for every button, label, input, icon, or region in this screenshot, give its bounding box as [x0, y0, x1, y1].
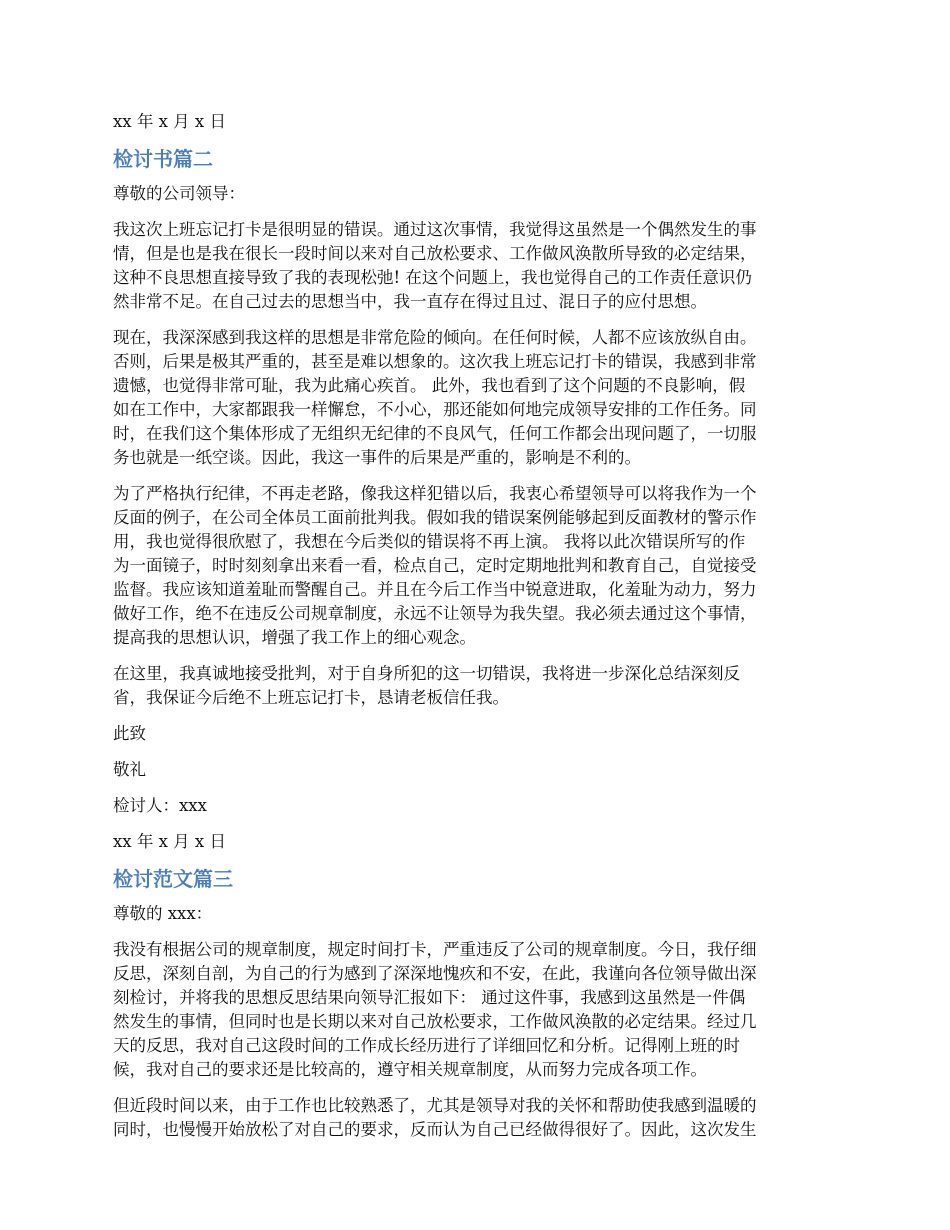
paragraph-line: 为了严格执行纪律，不再走老路，像我这样犯错以后，我衷心希望领导可以将我作为一个 [113, 484, 757, 503]
paragraph [113, 938, 840, 1082]
paragraph-line: 反面的例子，在公司全体员工面前批判我。假如我的错误案例能够起到反面教材的警示作 [113, 508, 757, 527]
paragraph [113, 662, 840, 710]
paragraph [113, 482, 840, 650]
document-page [113, 110, 840, 1142]
paragraph-line: 务也就是一纸空谈。因此，我这一事件的后果是严重的，影响是不利的。 [113, 448, 641, 467]
paragraph-line: 我没有根据公司的规章制度，规定时间打卡，严重违反了公司的规章制度。今日，我仔细 [113, 940, 757, 959]
paragraph-line: 我这次上班忘记打卡是很明显的错误。通过这次事情，我觉得这虽然是一个偶然发生的事 [113, 220, 757, 239]
paragraph [113, 1094, 840, 1142]
paragraph-line: 监督。我应该知道羞耻而警醒自己。并且在今后工作当中锐意进取，化羞耻为动力，努力 [113, 580, 757, 599]
paragraph-line: 为一面镜子，时时刻刻拿出来看一看，检点自己，定时定期地批判和教育自己，自觉接受 [113, 556, 757, 575]
paragraph-line: 遗憾，也觉得非常可耻，我为此痛心疾首。 此外，我也看到了这个问题的不良影响，假 [113, 376, 746, 395]
paragraph-line: 然非常不足。在自己过去的思想当中，我一直存在得过且过、混日子的应付思想。 [113, 292, 707, 311]
paragraph-line: 同时，也慢慢开始放松了对自己的要求，反而认为自己已经做得很好了。因此，这次发生 [113, 1120, 757, 1139]
paragraph-line: 情，但是也是我在很长一段时间以来对自己放松要求、工作做风涣散所导致的必定结果， [113, 244, 757, 263]
paragraph-line: 反思，深刻自剖，为自己的行为感到了深深地愧疚和不安，在此，我谨向各位领导做出深 [113, 964, 757, 983]
paragraph-line: 省，我保证今后绝不上班忘记打卡，恳请老板信任我。 [113, 688, 509, 707]
paragraph-line: 做好工作，绝不在违反公司规章制度，永远不让领导为我失望。我必须去通过这个事情， [113, 604, 757, 623]
date-line: xx 年 x 月 x 日 [113, 832, 226, 851]
paragraph-line: 候，我对自己的要求还是比较高的，遵守相关规章制度，从而努力完成各项工作。 [113, 1060, 707, 1079]
salutation: 尊敬的 xxx： [113, 904, 213, 923]
paragraph-line: 用，我也觉得很欣慰了，我想在今后类似的错误将不再上演。 我将以此次错误所写的作 [113, 532, 746, 551]
date-line: xx 年 x 月 x 日 [113, 112, 226, 131]
paragraph-line: 在这里，我真诚地接受批判，对于自身所犯的这一切错误，我将进一步深化总结深刻反 [113, 664, 740, 683]
paragraph-line: 刻检讨，并将我的思想反思结果向领导汇报如下： 通过这件事，我感到这虽然是一件偶 [113, 988, 746, 1007]
signature-line: 检讨人：xxx [113, 796, 207, 815]
paragraph-line: 然发生的事情，但同时也是长期以来对自己放松要求，工作做风涣散的必定结果。经过几 [113, 1012, 757, 1031]
paragraph [113, 218, 840, 314]
paragraph-line: 否则，后果是极其严重的，甚至是难以想象的。这次我上班忘记打卡的错误，我感到非常 [113, 352, 757, 371]
paragraph-line: 天的反思，我对自己这段时间的工作成长经历进行了详细回忆和分析。记得刚上班的时 [113, 1036, 740, 1055]
paragraph-line: 现在，我深深感到我这样的思想是非常危险的倾向。在任何时候，人都不应该放纵自由。 [113, 328, 757, 347]
paragraph [113, 326, 840, 470]
paragraph-line: 时，在我们这个集体形成了无组织无纪律的不良风气，任何工作都会出现问题了，一切服 [113, 424, 757, 443]
paragraph-line: 这种不良思想直接导致了我的表现松弛! 在这个问题上，我也觉得自己的工作责任意识仍 [113, 268, 752, 287]
paragraph-line: 但近段时间以来，由于工作也比较熟悉了，尤其是领导对我的关怀和帮助使我感到温暖的 [113, 1096, 757, 1115]
paragraph-line: 如在工作中，大家都跟我一样懈怠，不小心，那还能如何地完成领导安排的工作任务。同 [113, 400, 757, 419]
closing-line: 此致 [113, 724, 146, 743]
closing-regards: 敬礼 [113, 760, 146, 779]
section-title-3: 检讨范文篇三 [113, 867, 233, 891]
paragraph-line: 提高我的思想认识，增强了我工作上的细心观念。 [113, 628, 476, 647]
salutation: 尊敬的公司领导： [113, 184, 245, 203]
section-title-2: 检讨书篇二 [113, 147, 213, 171]
